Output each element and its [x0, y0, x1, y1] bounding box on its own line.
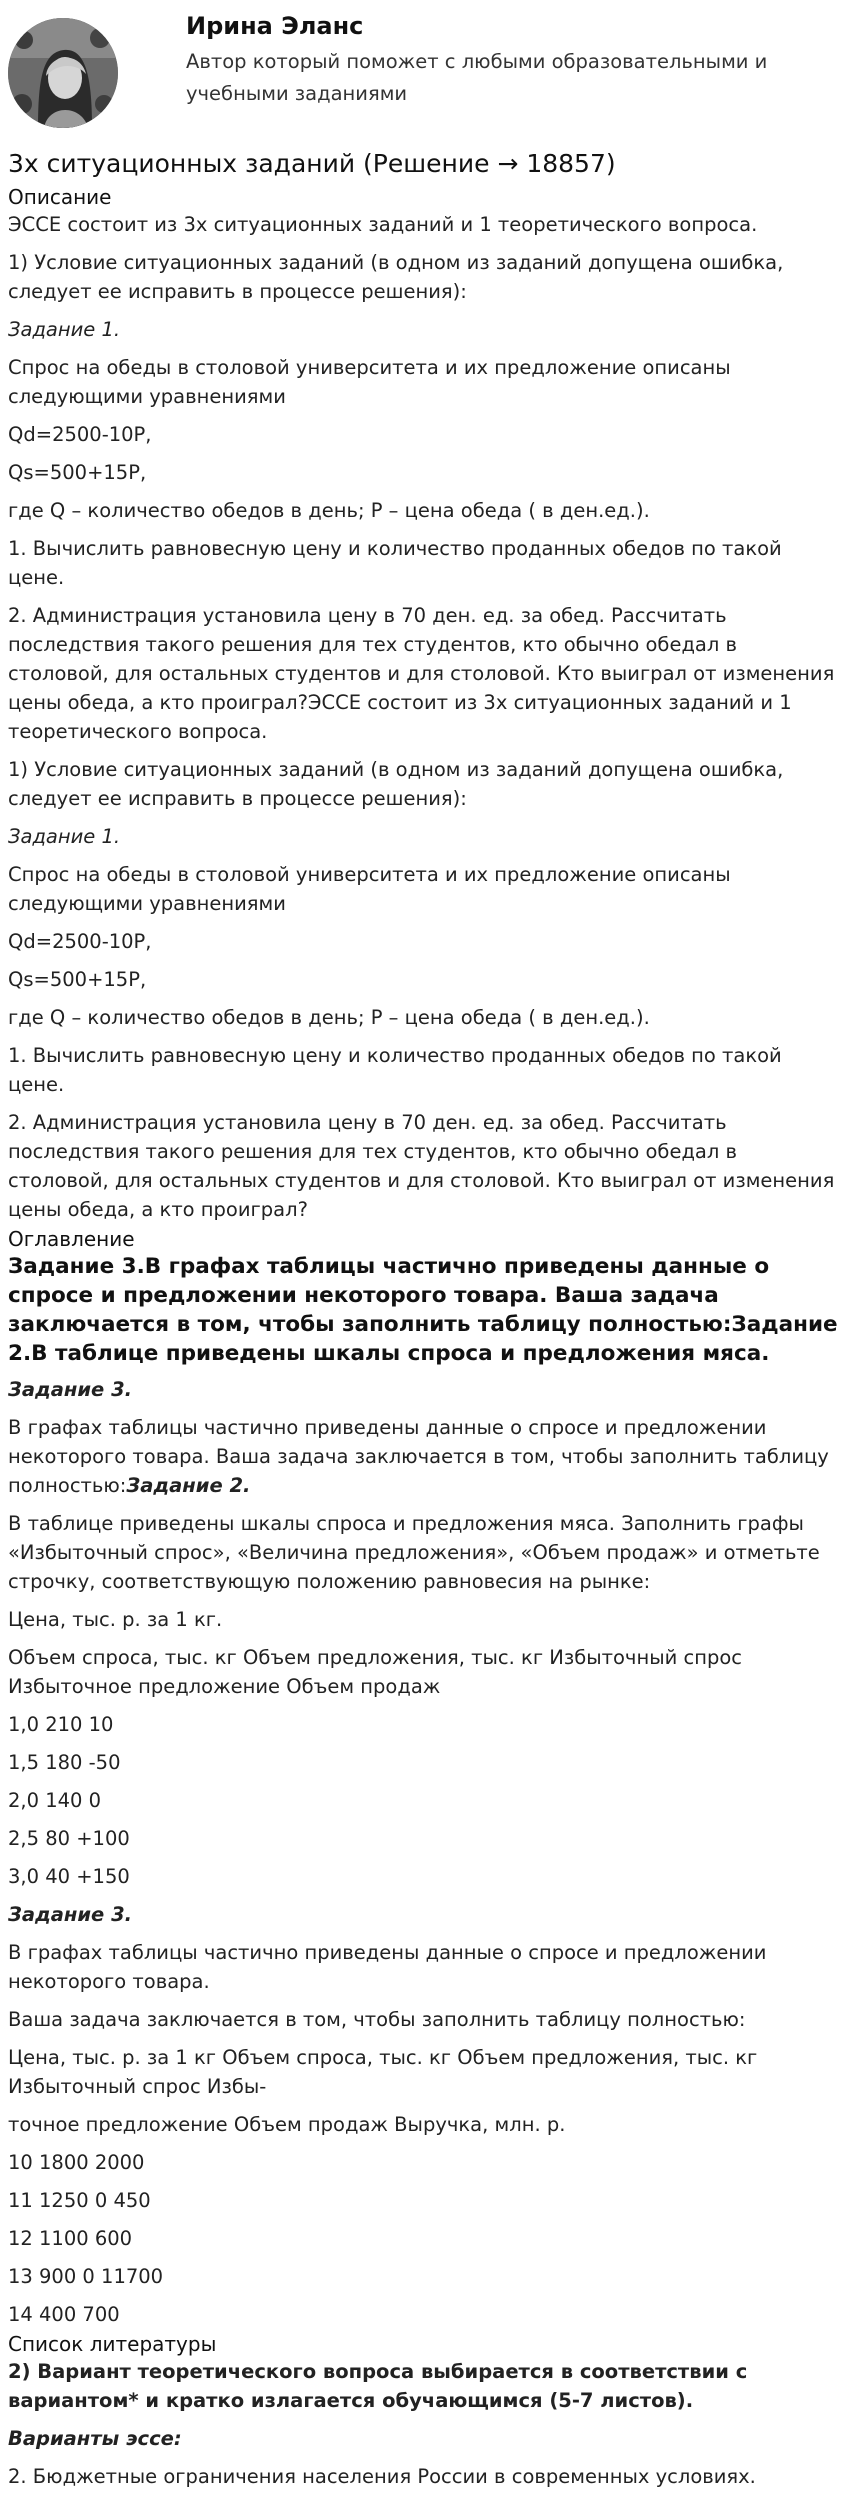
paragraph: Qd=2500-10P, [8, 423, 152, 446]
table-row-text: 12 1100 600 [8, 2227, 133, 2250]
paragraph: Qs=500+15P, [8, 968, 147, 991]
paragraph: 2) Вариант теоретического вопроса выбирается в соответствии с вариантом* и кратко излагается обучающимся (5-7 листов). [8, 2360, 748, 2412]
task-text: В графах таблицы частично приведены данные о спросе и предложении некоторого товара. Ваша задача заключается в том, чтобы заполнить таблицу полностью: [8, 1416, 829, 1497]
paragraph: ЭССЕ состоит из 3х ситуационных заданий и 1 теоретического вопроса. [8, 213, 758, 236]
paragraph: Ваша задача заключается в том, чтобы заполнить таблицу полностью: [8, 2008, 746, 2031]
task-label: Задание 3. [8, 1903, 133, 1926]
paragraph: Цена, тыс. р. за 1 кг. [8, 1608, 223, 1631]
description-heading: Описание [8, 185, 112, 209]
table-row-text: 14 400 700 [8, 2303, 120, 2326]
toc-heading: Оглавление [8, 1227, 135, 1251]
paragraph: В таблице приведены шкалы спроса и предложения мяса. Заполнить графы «Избыточный спрос», «Величина предложения», «Объем продаж» и отметьте строчку, соответствующую положению равновесия на рынке: [8, 1512, 820, 1593]
table-row-text: 13 900 0 11700 [8, 2265, 164, 2288]
author-description: Автор который поможет с любыми образовательными и учебными заданиями [186, 50, 768, 105]
paragraph: В графах таблицы частично приведены данные о спросе и предложении некоторого товара. [8, 1941, 767, 1993]
table-row-text: 1,0 210 10 [8, 1713, 114, 1736]
paragraph: Qs=500+15P, [8, 461, 147, 484]
paragraph: Цена, тыс. р. за 1 кг Объем спроса, тыс. кг Объем предложения, тыс. кг Избыточный спрос Избы- [8, 2046, 758, 2098]
task-label: Задание 2. [126, 1474, 251, 1497]
paragraph: Задание 1. [8, 318, 121, 341]
paragraph: где Q – количество обедов в день; P – цена обеда ( в ден.ед.). [8, 499, 650, 522]
author-card [0, 0, 847, 140]
table-row-text: 11 1250 0 450 [8, 2189, 151, 2212]
paragraph: точное предложение Объем продаж Выручка, млн. р. [8, 2113, 566, 2136]
paragraph: Спрос на обеды в столовой университета и их предложение описаны следующими уравнениями [8, 863, 731, 915]
paragraph: Спрос на обеды в столовой университета и их предложение описаны следующими уравнениями [8, 356, 731, 408]
task-label: Задание 3. [8, 1378, 133, 1401]
paragraph: 2. Администрация установила цену в 70 ден. ед. за обед. Рассчитать последствия такого решения для тех студентов, кто обычно обедал в столовой, для остальных студентов и для столовой. Кто выиграл от изменения цены обеда, а кто проиграл? [8, 1111, 835, 1221]
table-row-text: 1,5 180 -50 [8, 1751, 121, 1774]
variants-label: Варианты эссе: [8, 2427, 182, 2450]
paragraph [8, 1413, 840, 1500]
paragraph: Объем спроса, тыс. кг Объем предложения, тыс. кг Избыточный спрос Избыточное предложение Объем продаж [8, 1646, 742, 1698]
page-title: 3х ситуационных заданий (Решение → 18857) [8, 149, 616, 178]
paragraph: 1. Вычислить равновесную цену и количество проданных обедов по такой цене. [8, 1044, 782, 1096]
paragraph: 1) Условие ситуационных заданий (в одном из заданий допущена ошибка, следует ее исправить в процессе решения): [8, 758, 784, 810]
document-content [8, 146, 840, 2500]
table-row-text: 2,0 140 0 [8, 1789, 102, 1812]
paragraph: 2. Администрация установила цену в 70 ден. ед. за обед. Рассчитать последствия такого решения для тех студентов, кто обычно обедал в столовой, для остальных студентов и для столовой. Кто выиграл от изменения цены обеда, а кто проиграл?ЭССЕ состоит из 3х ситуационных заданий и 1 теоретического вопроса. [8, 604, 835, 743]
toc-bold-title: Задание 3.В графах таблицы частично приведены данные о спросе и предложении некоторого товара. Ваша задача заключается в том, чтобы заполнить таблицу полностью:Задание 2.В таблице приведены шкалы спроса и предложения мяса. [8, 1254, 838, 1366]
table-row-text: 3,0 40 +150 [8, 1865, 130, 1888]
paragraph: 1) Условие ситуационных заданий (в одном из заданий допущена ошибка, следует ее исправить в процессе решения): [8, 251, 784, 303]
paragraph: 2. Бюджетные ограничения населения России в современных условиях. [8, 2465, 756, 2488]
table-row-text: 10 1800 2000 [8, 2151, 145, 2174]
author-name[interactable]: Ирина Эланс [186, 12, 364, 40]
paragraph: 1. Вычислить равновесную цену и количество проданных обедов по такой цене. [8, 537, 782, 589]
literature-heading: Список литературы [8, 2332, 217, 2356]
table-row-text: 2,5 80 +100 [8, 1827, 130, 1850]
paragraph: Qd=2500-10P, [8, 930, 152, 953]
paragraph: где Q – количество обедов в день; P – цена обеда ( в ден.ед.). [8, 1006, 650, 1029]
author-avatar[interactable] [8, 18, 118, 128]
paragraph: Задание 1. [8, 825, 121, 848]
